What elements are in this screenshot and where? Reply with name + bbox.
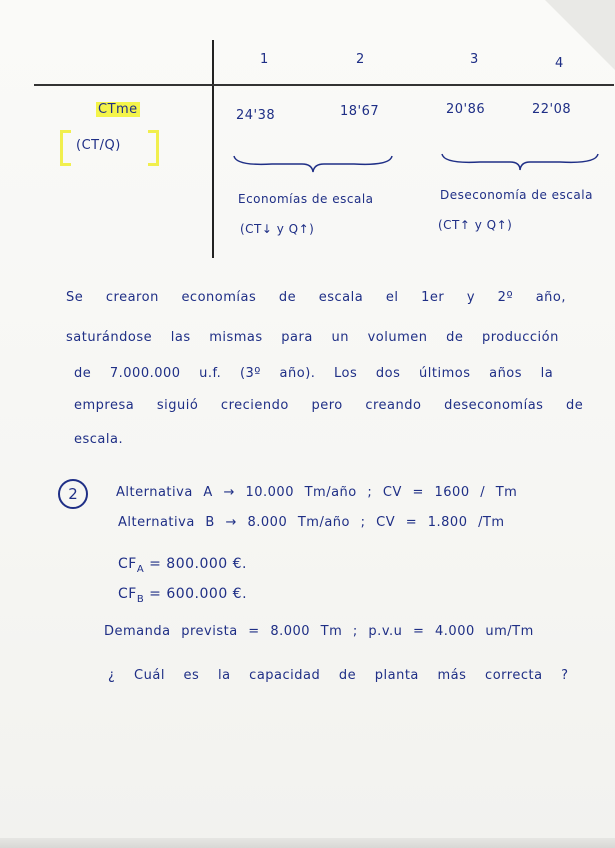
fixed-cost-a (118, 556, 247, 575)
paragraph-line-4: empresa siguió creciendo pero creando deseconomías de (74, 398, 584, 413)
fixed-cost-b (118, 586, 247, 605)
fixed-cost-a-subscript: A (136, 563, 145, 575)
highlight-bracket-left (60, 130, 71, 166)
value-year-1: 24'38 (236, 108, 276, 123)
fixed-cost-b-subscript: B (136, 593, 145, 605)
value-year-3: 20'86 (446, 102, 486, 117)
group-left-title: Economías de escala (238, 192, 374, 206)
value-year-2: 18'67 (340, 104, 380, 119)
paragraph-line-3: de 7.000.000 u.f. (3º año). Los dos últimos años la (74, 366, 554, 381)
table-vertical-rule (212, 40, 214, 258)
fixed-cost-b-label: CF (118, 586, 137, 602)
year-header-4: 4 (555, 56, 564, 71)
fixed-cost-a-label: CF (118, 556, 137, 572)
group-right-note: (CT↑ y Q↑) (438, 218, 513, 232)
year-header-2: 2 (356, 52, 365, 67)
year-header-3: 3 (470, 52, 479, 67)
paragraph-line-5: escala. (74, 432, 124, 447)
brace-right (440, 150, 600, 174)
fixed-cost-b-value: = 600.000 €. (149, 586, 248, 602)
row-label-text: CTme (98, 102, 138, 117)
alternative-b: Alternativa B → 8.000 Tm/año ; CV = 1.800 /Tm (118, 515, 505, 530)
group-left-note: (CT↓ y Q↑) (240, 222, 315, 236)
question: ¿ Cuál es la capacidad de planta más correcta ? (108, 668, 569, 683)
highlight-bracket-right (148, 130, 159, 166)
brace-left (232, 152, 394, 176)
row-label-formula: (CT/Q) (76, 138, 121, 153)
group-right-title: Deseconomía de escala (440, 188, 593, 202)
exercise-number-circle: 2 (58, 479, 88, 509)
year-header-1: 1 (260, 52, 269, 67)
fixed-cost-a-value: = 800.000 €. (149, 556, 248, 572)
row-label (96, 102, 140, 117)
paragraph-line-2: saturándose las mismas para un volumen de producción (66, 330, 559, 345)
paragraph-line-1: Se crearon economías de escala el 1er y 2º año, (66, 290, 566, 305)
alternative-a: Alternativa A → 10.000 Tm/año ; CV = 1600 / Tm (116, 485, 518, 500)
table-horizontal-rule (34, 84, 614, 86)
demand-forecast: Demanda prevista = 8.000 Tm ; p.v.u = 4.000 um/Tm (104, 624, 534, 639)
value-year-4: 22'08 (532, 102, 572, 117)
page-bottom-edge (0, 838, 615, 848)
